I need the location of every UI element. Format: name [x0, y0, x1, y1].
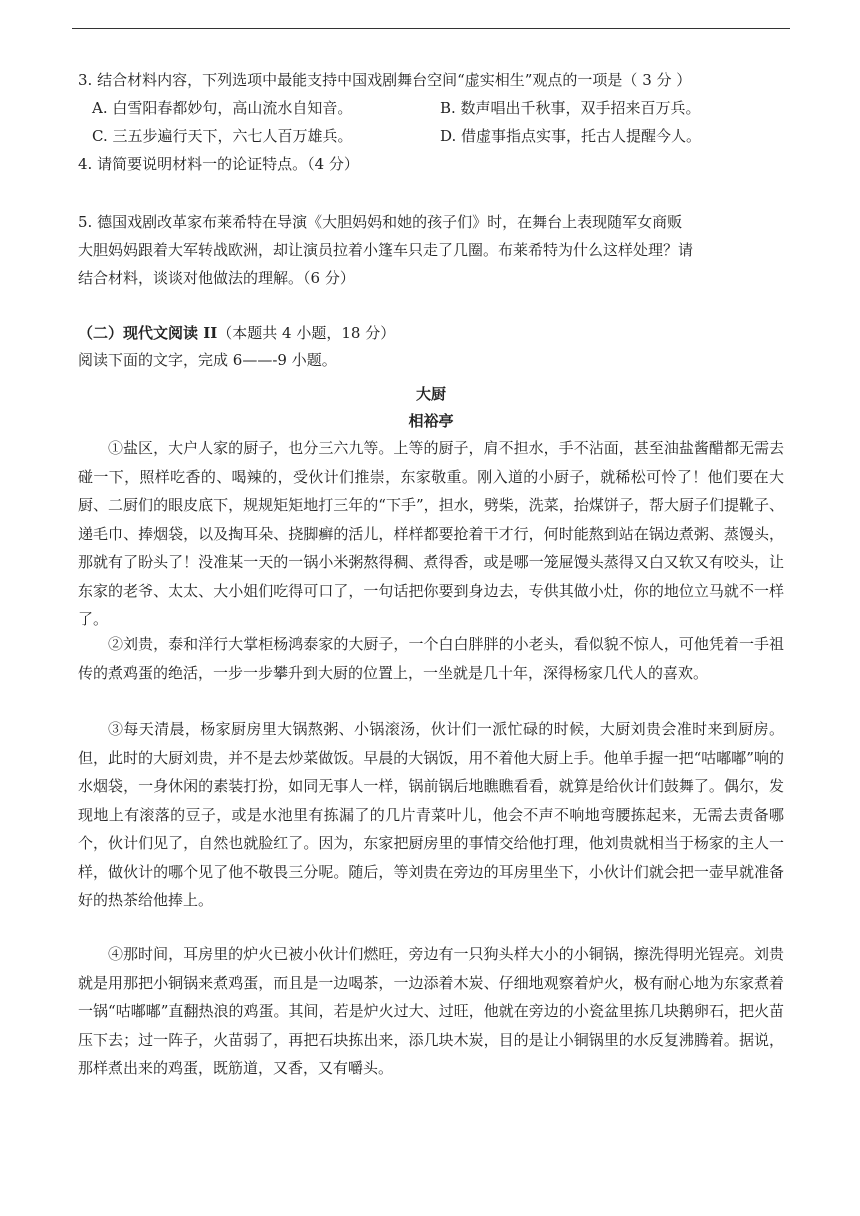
section-2-instruction: 阅读下面的文字，完成 6——-9 小题。	[78, 351, 337, 369]
header-rule	[72, 28, 790, 29]
article-paragraph-2: ②刘贵，泰和洋行大掌柜杨鸿泰家的大厨子，一个白白胖胖的小老头，看似貌不惊人，可他凭着一手祖传的煮鸡蛋的绝活，一步一步攀升到大厨的位置上，一坐就是几十年，深得杨家几代人的喜欢。	[78, 635, 784, 682]
option-a: A. 白雪阳春都妙句，高山流水自知音。	[92, 99, 353, 117]
article-paragraph-1: ①盐区，大户人家的厨子，也分三六九等。上等的厨子，肩不担水，手不沾面，甚至油盐酱醋都无需去碰一下，照样吃香的、喝辣的，受伙计们推崇，东家敬重。刚入道的小厨子，就稀松可怜了！他们要在大厨、二厨们的眼皮底下，规规矩矩地打三年的“下手”，担水，劈柴，洗菜，抬煤饼子，帮大厨子们提靴子、递毛巾、捧烟袋，以及掏耳朵、挠脚癣的活儿，样样都要抢着干才行，何时能熬到站在锅边煮粥、蒸馒头，那就有了盼头了！没准某一天的一锅小米粥熬得稠、煮得香，或是哪一笼屉馒头蒸得又白又软又有咬头，让东家的老爷、太太、大小姐们吃得可口了，一句话把你要到身边去，专供其做小灶，你的地位立马就不一样了。	[78, 439, 784, 628]
article-author: 相裕亭	[408, 412, 454, 430]
question-5-line-2: 大胆妈妈跟着大军转战欧洲，却让演员拉着小篷车只走了几圈。布莱希特为什么这样处理？请	[78, 241, 694, 259]
option-c: C. 三五步遍行天下，六七人百万雄兵。	[92, 127, 353, 145]
question-4: 4. 请简要说明材料一的论证特点。（4 分）	[78, 155, 359, 173]
article-paragraph-3: ③每天清晨，杨家厨房里大锅熬粥、小锅滚汤，伙计们一派忙碌的时候，大厨刘贵会准时来到厨房。但，此时的大厨刘贵，并不是去炒菜做饭。早晨的大锅饭，用不着他大厨上手。他单手握一把“咕嘟嘟”响的水烟袋，一身休闲的素装打扮，如同无事人一样，锅前锅后地瞧瞧看看，就算是给伙计们鼓舞了。偶尔，发现地上有滚落的豆子，或是水池里有拣漏了的几片青菜叶儿，他会不声不响地弯腰拣起来，无需去责备哪个，伙计们见了，自然也就脸红了。因为，东家把厨房里的事情交给他打理，他刘贵就相当于杨家的主人一样，做伙计的哪个见了他不敬畏三分呢。随后，等刘贵在旁边的耳房里坐下，小伙计们就会把一壶早就准备好的热茶给他捧上。	[78, 720, 784, 909]
section-2-note: （本题共 4 小题，18 分）	[217, 324, 396, 342]
question-5-line-3: 结合材料，谈谈对他做法的理解。（6 分）	[78, 269, 355, 287]
section-2-title: （二）现代文阅读 II	[78, 324, 218, 342]
section-2-heading	[78, 322, 395, 344]
article-title: 大厨	[415, 385, 446, 403]
article-paragraph-4: ④那时间，耳房里的炉火已被小伙计们燃旺，旁边有一只狗头样大小的小铜锅，擦洗得明光锃亮。刘贵就是用那把小铜锅来煮鸡蛋，而且是一边喝茶，一边添着木炭、仔细地观察着炉火，极有耐心地为东家煮着一锅“咕嘟嘟”直翻热浪的鸡蛋。其间，若是炉火过大、过旺，他就在旁边的小瓷盆里拣几块鹅卵石，把火苗压下去；过一阵子，火苗弱了，再把石块拣出来，添几块木炭，目的是让小铜锅里的水反复沸腾着。据说，那样煮出来的鸡蛋，既筋道，又香，又有嚼头。	[78, 945, 784, 1077]
option-b: B. 数声唱出千秋事，双手招来百万兵。	[440, 99, 701, 117]
question-3: 3. 结合材料内容，下列选项中最能支持中国戏剧舞台空间“虚实相生”观点的一项是（ 3 分 ）	[78, 71, 692, 89]
question-5-line-1: 5. 德国戏剧改革家布莱希特在导演《大胆妈妈和她的孩子们》时，在舞台上表现随军女商贩	[78, 213, 683, 231]
option-d: D. 借虚事指点实事，托古人提醒今人。	[440, 127, 702, 145]
